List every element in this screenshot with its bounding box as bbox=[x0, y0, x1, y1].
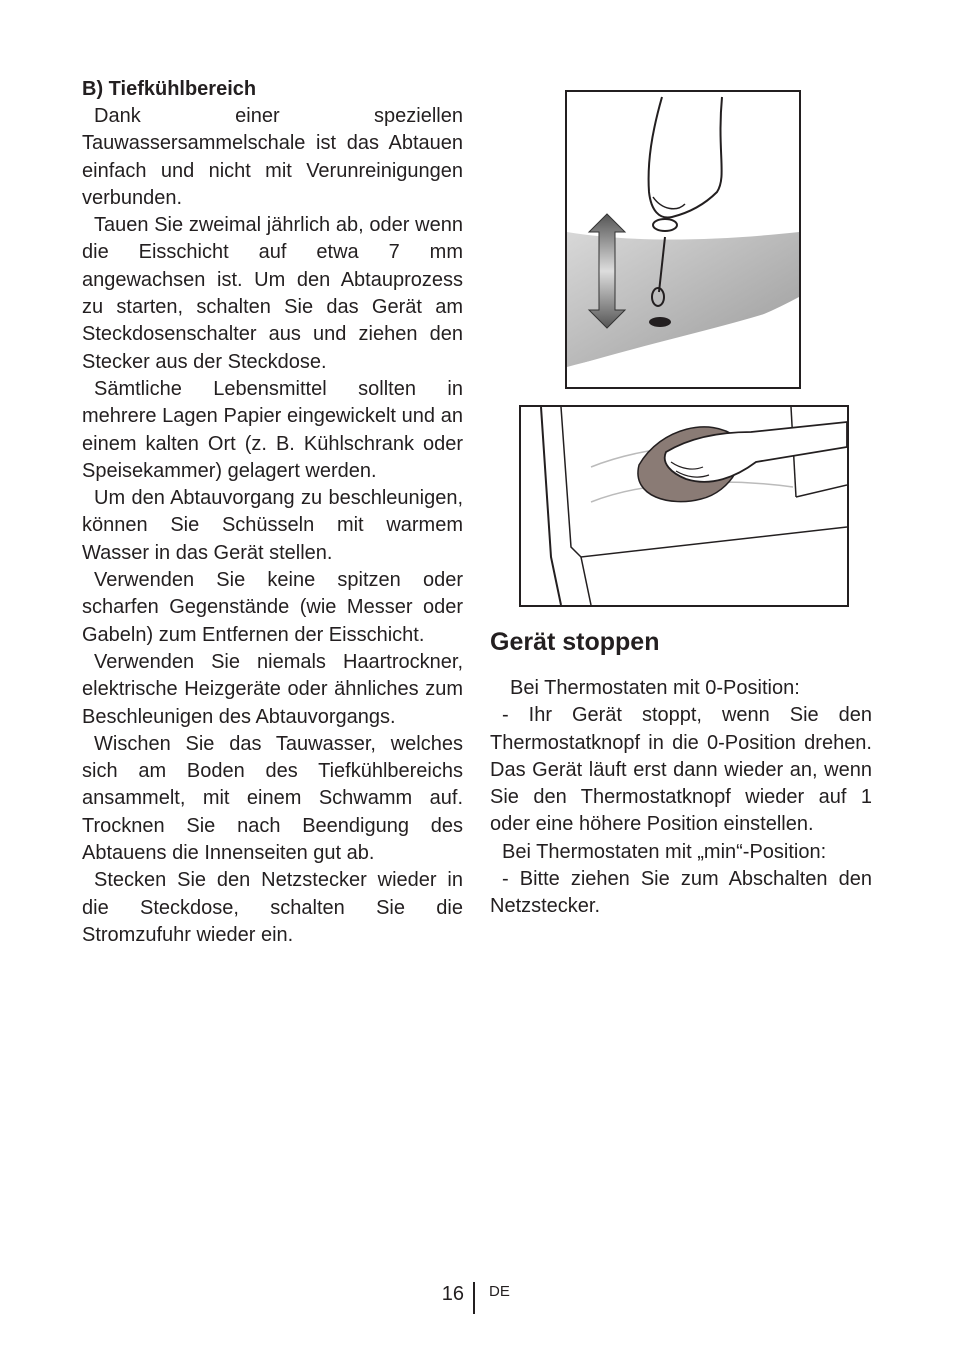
footer-divider bbox=[473, 1282, 475, 1314]
paragraph: Bei Thermostaten mit 0-Position: bbox=[510, 677, 800, 699]
left-column bbox=[82, 76, 463, 949]
paragraph: - Bitte ziehen Sie zum Abschalten den Netzstecker. bbox=[490, 868, 872, 918]
paragraph: Verwenden Sie keine spitzen oder scharfen Gegenstände (wie Messer oder Gabeln) zum Entfernen der Eisschicht. bbox=[82, 569, 463, 646]
illustration-drain-tool bbox=[565, 90, 801, 389]
language-label: DE bbox=[489, 1283, 510, 1300]
wipe-freezer-drawing bbox=[521, 407, 847, 605]
section-heading-stop-device: Gerät stoppen bbox=[490, 628, 660, 656]
paragraph: - Ihr Gerät stoppt, wenn Sie den Thermostatknopf in die 0-Position drehen. Das Gerät läuft erst dann wieder an, wenn Sie den Thermostatknopf wieder auf 1 oder eine höhere Position einstellen. bbox=[490, 704, 872, 836]
paragraph: Dank einer speziellen Tauwassersammelschale ist das Abtauen einfach und nicht mit Verunreinigungen verbunden. bbox=[82, 105, 463, 209]
section-heading-freezer: B) Tiefkühlbereich bbox=[82, 78, 257, 100]
paragraph: Wischen Sie das Tauwasser, welches sich am Boden des Tiefkühlbereichs ansammelt, mit einem Schwamm auf. Trocknen Sie nach Beendigung des Abtauens die Innenseiten gut ab. bbox=[82, 732, 463, 865]
paragraph: Tauen Sie zweimal jährlich ab, oder wenn die Eisschicht auf etwa 7 mm angewachsen ist. Um den Abtauprozess zu starten, schalten Sie das Gerät am Steckdosenschalter aus und ziehen den Stecker aus der Steckdose. bbox=[82, 214, 463, 373]
hand-outline bbox=[649, 97, 722, 218]
paragraph: Sämtliche Lebensmittel sollten in mehrere Lagen Papier eingewickelt und an einem kalten Ort (z. B. Kühlschrank oder Speisekammer) gelagert werden. bbox=[82, 377, 463, 482]
paragraph: Verwenden Sie niemals Haartrockner, elektrische Heizgeräte oder ähnliches zum Beschleunigen des Abtauvorgangs. bbox=[82, 650, 463, 728]
drain-hole bbox=[649, 317, 671, 327]
paragraph: Bei Thermostaten mit „min“-Position: bbox=[502, 840, 827, 863]
page-footer bbox=[0, 1280, 954, 1320]
paragraph: Um den Abtauvorgang zu beschleunigen, können Sie Schüsseln mit warmem Wasser in das Gerät stellen. bbox=[82, 487, 463, 564]
page-number: 16 bbox=[441, 1283, 464, 1305]
illustration-wipe-freezer bbox=[519, 405, 849, 607]
drain-tool-drawing bbox=[567, 92, 799, 387]
paragraph: Stecken Sie den Netzstecker wieder in die Steckdose, schalten Sie die Stromzufuhr wieder ein. bbox=[82, 869, 463, 946]
right-column bbox=[490, 624, 872, 921]
drain-tool-grip bbox=[653, 219, 677, 231]
